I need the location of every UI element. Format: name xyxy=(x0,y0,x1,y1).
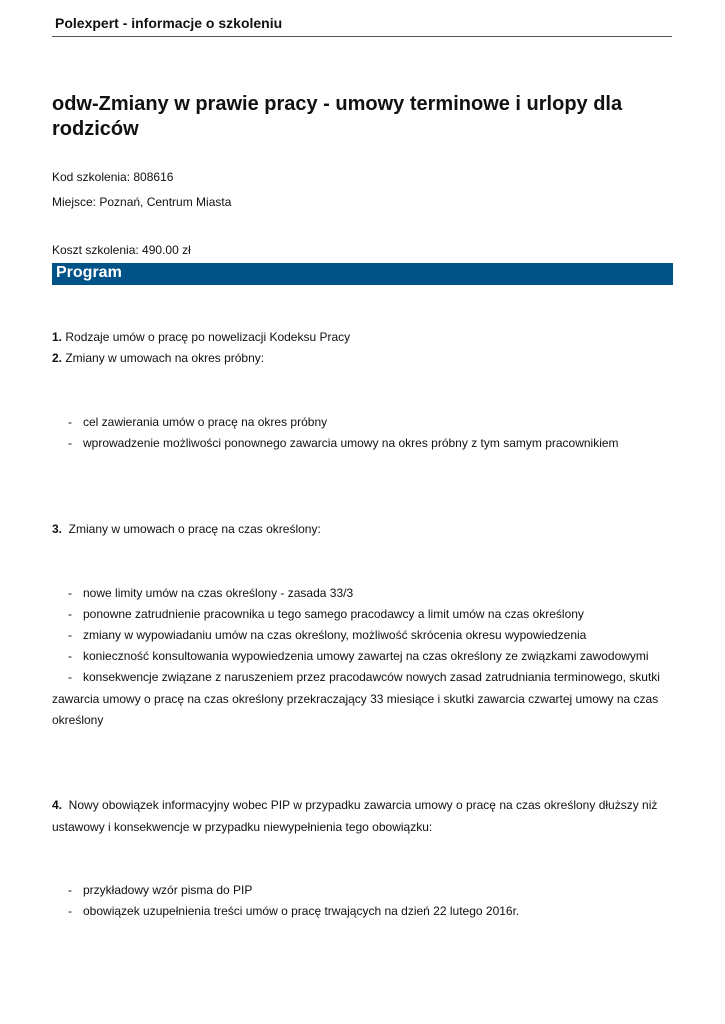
program-section-3 xyxy=(52,522,321,536)
page-header xyxy=(52,14,672,37)
list-item-text: wprowadzenie możliwości ponownego zawarcia umowy na okres próbny z tym samym pracownikiem xyxy=(83,436,619,450)
list-dash: - xyxy=(68,670,72,684)
program-section-4 xyxy=(52,795,672,838)
list-dash: - xyxy=(68,586,72,600)
section-number: 4. xyxy=(52,798,63,812)
list-item xyxy=(68,649,649,663)
section-number: 1. xyxy=(52,330,63,344)
list-item-text: konsekwencje związane z naruszeniem przez pracodawców nowych zasad zatrudniania terminowego, skutki zawarcia umowy o pracę na czas określony przekraczający 33 miesiące i skutki zawarcia czwartej umowy na czas określony xyxy=(52,670,660,727)
list-item-text: konieczność konsultowania wypowiedzenia umowy zawartej na czas określony ze związkami zawodowymi xyxy=(83,649,649,663)
section-text: Zmiany w umowach o pracę na czas określony: xyxy=(62,522,321,536)
list-item xyxy=(68,586,353,600)
list-dash: - xyxy=(68,436,72,450)
list-item-text: cel zawierania umów o pracę na okres próbny xyxy=(83,415,328,429)
list-dash: - xyxy=(68,628,72,642)
list-item xyxy=(68,628,586,642)
list-item-text: ponowne zatrudnienie pracownika u tego samego pracodawcy a limit umów na czas określony xyxy=(83,607,584,621)
list-dash: - xyxy=(68,607,72,621)
program-heading: Program xyxy=(56,264,122,281)
list-item xyxy=(68,883,252,897)
section-number: 3. xyxy=(52,522,63,536)
list-dash: - xyxy=(68,649,72,663)
section-number: 2. xyxy=(52,351,63,365)
list-item xyxy=(68,436,619,450)
course-cost: Koszt szkolenia: 490.00 zł xyxy=(52,243,191,257)
section-text: Rodzaje umów o pracę po nowelizacji Kodeksu Pracy xyxy=(62,330,351,344)
list-dash: - xyxy=(68,415,72,429)
course-title: odw-Zmiany w prawie pracy - umowy terminowe i urlopy dla rodziców xyxy=(52,93,623,140)
list-item-text: nowe limity umów na czas określony - zasada 33/3 xyxy=(83,586,354,600)
program-section-1 xyxy=(52,330,350,344)
list-item xyxy=(68,607,584,621)
list-item xyxy=(68,415,327,429)
section-text: Zmiany w umowach na okres próbny: xyxy=(62,351,265,365)
section-text: Nowy obowiązek informacyjny wobec PIP w przypadku zawarcia umowy o pracę na czas określony dłuższy niż ustawowy i konsekwencje w przypadku niewypełnienia tego obowiązku: xyxy=(52,798,661,834)
list-item-text: przykładowy wzór pisma do PIP xyxy=(83,883,253,897)
list-item-text: zmiany w wypowiadaniu umów na czas określony, możliwość skrócenia okresu wypowiedzenia xyxy=(83,628,587,642)
list-dash: - xyxy=(68,904,72,918)
list-item-wrapped xyxy=(52,667,672,732)
program-heading-bar xyxy=(52,263,673,285)
program-section-2 xyxy=(52,351,264,365)
list-item-text: obowiązek uzupełnienia treści umów o pracę trwających na dzień 22 lutego 2016r. xyxy=(83,904,520,918)
course-code: Kod szkolenia: 808616 xyxy=(52,170,174,184)
list-item xyxy=(68,904,519,918)
list-dash: - xyxy=(68,883,72,897)
course-place: Miejsce: Poznań, Centrum Miasta xyxy=(52,195,232,209)
header-title: Polexpert - informacje o szkoleniu xyxy=(55,15,283,31)
